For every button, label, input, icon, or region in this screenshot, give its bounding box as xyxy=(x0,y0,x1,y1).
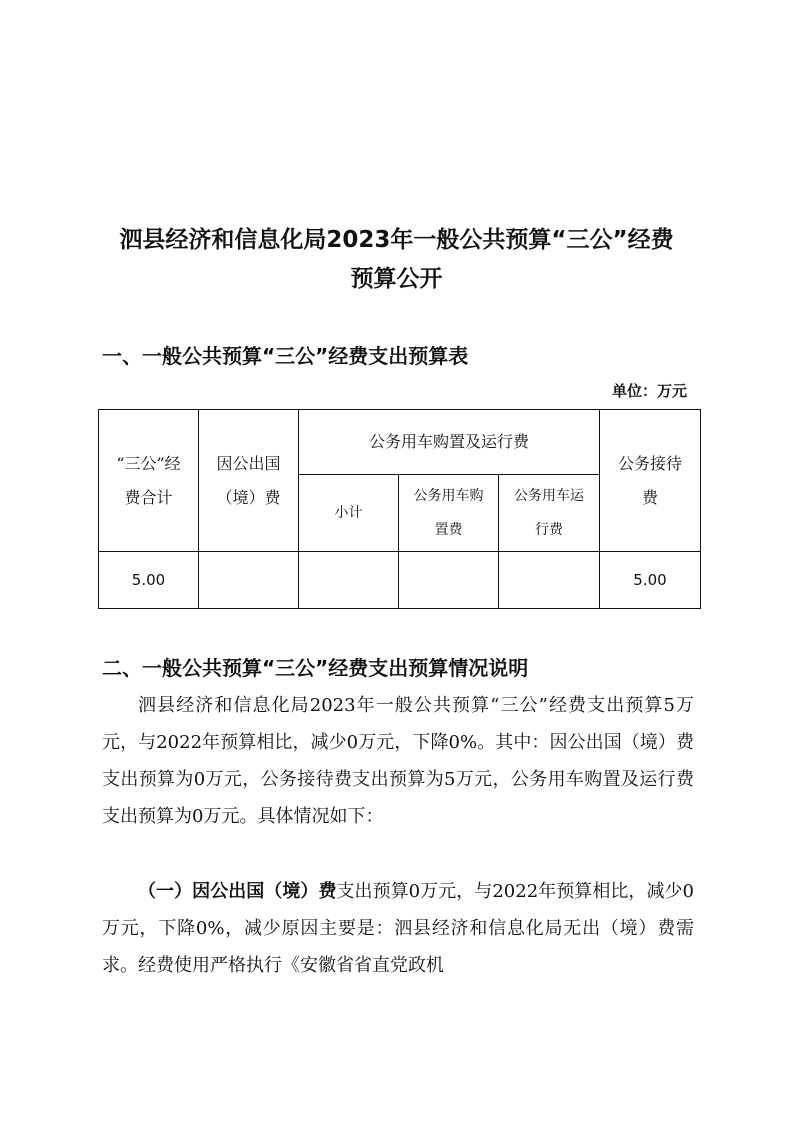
header-purchase-line-1: 公务用车购 xyxy=(413,488,484,504)
header-abroad-line-1: 因公出国 xyxy=(216,453,281,473)
value-subtotal xyxy=(299,552,399,609)
item-1-label: （一）因公出国（境）费 xyxy=(138,881,337,902)
header-abroad-line-2: （境）费 xyxy=(216,487,281,507)
header-cell-total xyxy=(99,410,199,552)
header-cell-subtotal: 小计 xyxy=(299,475,399,552)
unit-label: 单位：万元 xyxy=(611,382,687,400)
header-cell-reception xyxy=(600,410,701,552)
header-operation-line-2: 行费 xyxy=(535,522,563,538)
value-reception: 5.00 xyxy=(600,552,701,609)
value-abroad xyxy=(199,552,299,609)
header-operation-line-1: 公务用车运 xyxy=(514,488,584,504)
item-1-text: 支出预算0万元，与2022年预算相比，减少0万元，下降0%，减少原因主要是：泗县经济和信息化局无出（境）费需求。经费使用严格执行《安徽省省直党政机 xyxy=(102,881,695,976)
header-cell-vehicle: 公务用车购置及运行费 xyxy=(299,410,600,475)
value-total: 5.00 xyxy=(99,552,199,609)
header-cell-operation xyxy=(499,475,600,552)
item-1-paragraph xyxy=(102,873,694,984)
budget-table xyxy=(98,409,701,609)
header-cell-abroad xyxy=(199,410,299,552)
header-reception-line-1: 公务接待 xyxy=(617,453,682,473)
document-title-line-1: 泗县经济和信息化局2023年一般公共预算“三公”经费 xyxy=(119,227,674,253)
value-purchase xyxy=(399,552,499,609)
explanation-paragraph: 泗县经济和信息化局2023年一般公共预算“三公”经费支出预算5万元，与2022年预算相比，减少0万元，下降0%。其中：因公出国（境）费支出预算为0万元，公务接待费支出预算为5万元，公务用车购置及运行费支出预算为0万元。具体情况如下： xyxy=(102,695,694,827)
section-2-heading: 二、一般公共预算“三公”经费支出预算情况说明 xyxy=(102,656,529,680)
header-reception-line-2: 费 xyxy=(641,487,658,507)
header-purchase-line-2: 置费 xyxy=(434,522,463,538)
header-cell-purchase xyxy=(399,475,499,552)
header-total-line-2: 费合计 xyxy=(124,487,173,507)
document-title-line-2: 预算公开 xyxy=(350,266,443,292)
table-row xyxy=(99,552,701,609)
header-total-line-1: “三公”经 xyxy=(116,453,181,473)
value-operation xyxy=(499,552,600,609)
section-1-heading: 一、一般公共预算“三公”经费支出预算表 xyxy=(102,344,469,368)
